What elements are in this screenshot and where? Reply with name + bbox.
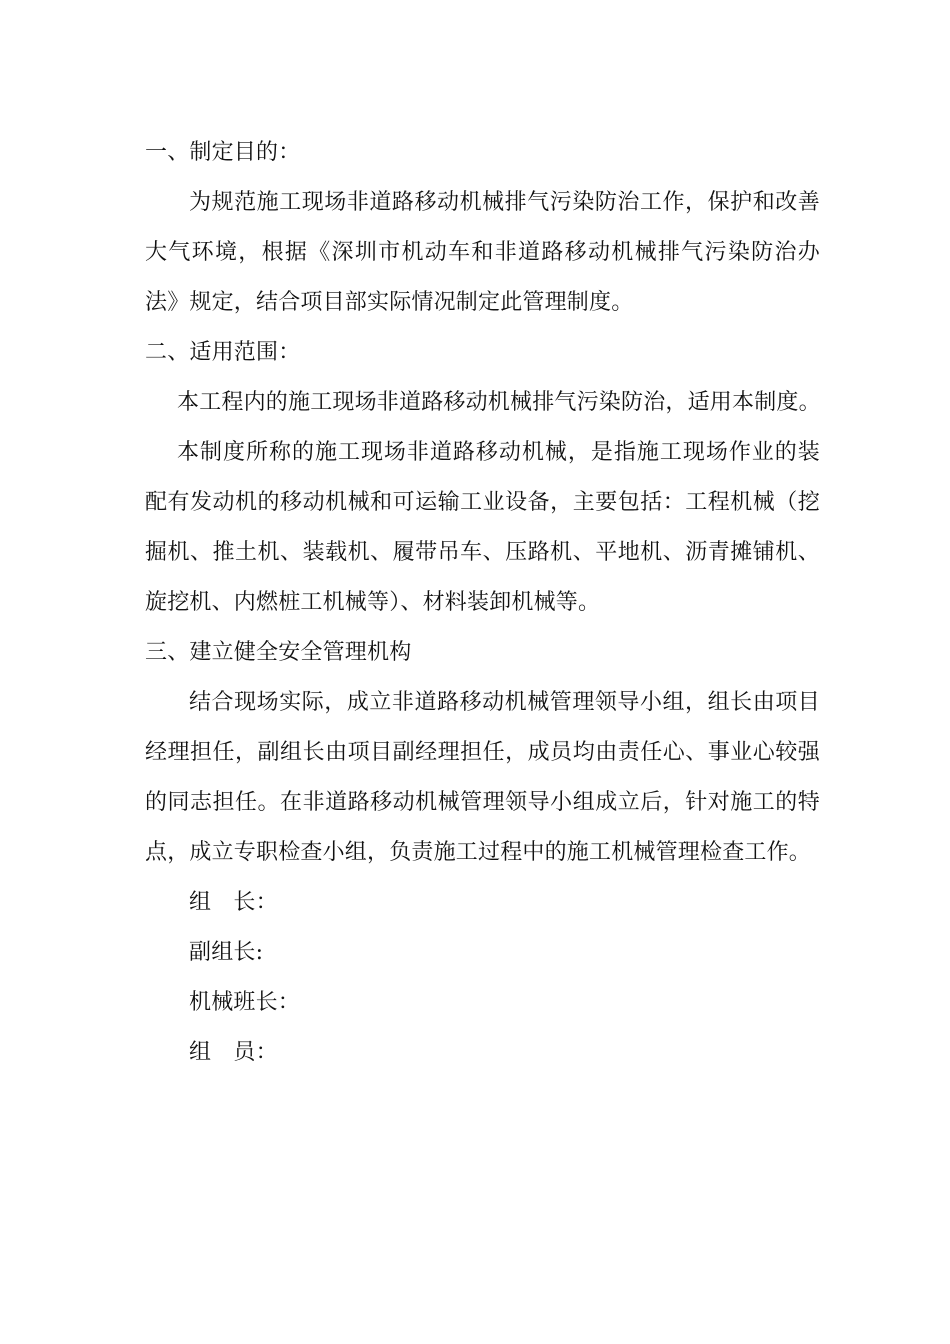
section-heading-scope: 二、适用范围：	[145, 340, 301, 365]
document-body	[145, 128, 820, 1078]
organization-paragraph: 结合现场实际，成立非道路移动机械管理领导小组，组长由项目经理担任，副组长由项目副经理担任，成员均由责任心、事业心较强的同志担任。在非道路移动机械管理领导小组成立后，针对施工的特点，成立专职检查小组，负责施工过程中的施工机械管理检查工作。	[145, 690, 820, 865]
member-team-members: 组 员：	[189, 1040, 278, 1065]
definition-paragraph: 本制度所称的施工现场非道路移动机械，是指施工现场作业的装配有发动机的移动机械和可运输工业设备，主要包括：工程机械（挖掘机、推土机、装载机、履带吊车、压路机、平地机、沥青摊铺机、旋挖机、内燃桩工机械等）、材料装卸机械等。	[145, 440, 820, 615]
section-heading-purpose: 一、制定目的：	[145, 140, 301, 165]
section-heading-organization: 三、建立健全安全管理机构	[145, 640, 412, 665]
purpose-paragraph: 为规范施工现场非道路移动机械排气污染防治工作，保护和改善大气环境，根据《深圳市机动车和非道路移动机械排气污染防治办法》规定，结合项目部实际情况制定此管理制度。	[145, 190, 820, 315]
member-leader: 组 长：	[189, 890, 278, 915]
scope-paragraph: 本工程内的施工现场非道路移动机械排气污染防治，适用本制度。	[177, 390, 821, 415]
member-deputy-leader: 副组长:	[189, 940, 264, 965]
member-machinery-foreman: 机械班长：	[189, 990, 301, 1015]
